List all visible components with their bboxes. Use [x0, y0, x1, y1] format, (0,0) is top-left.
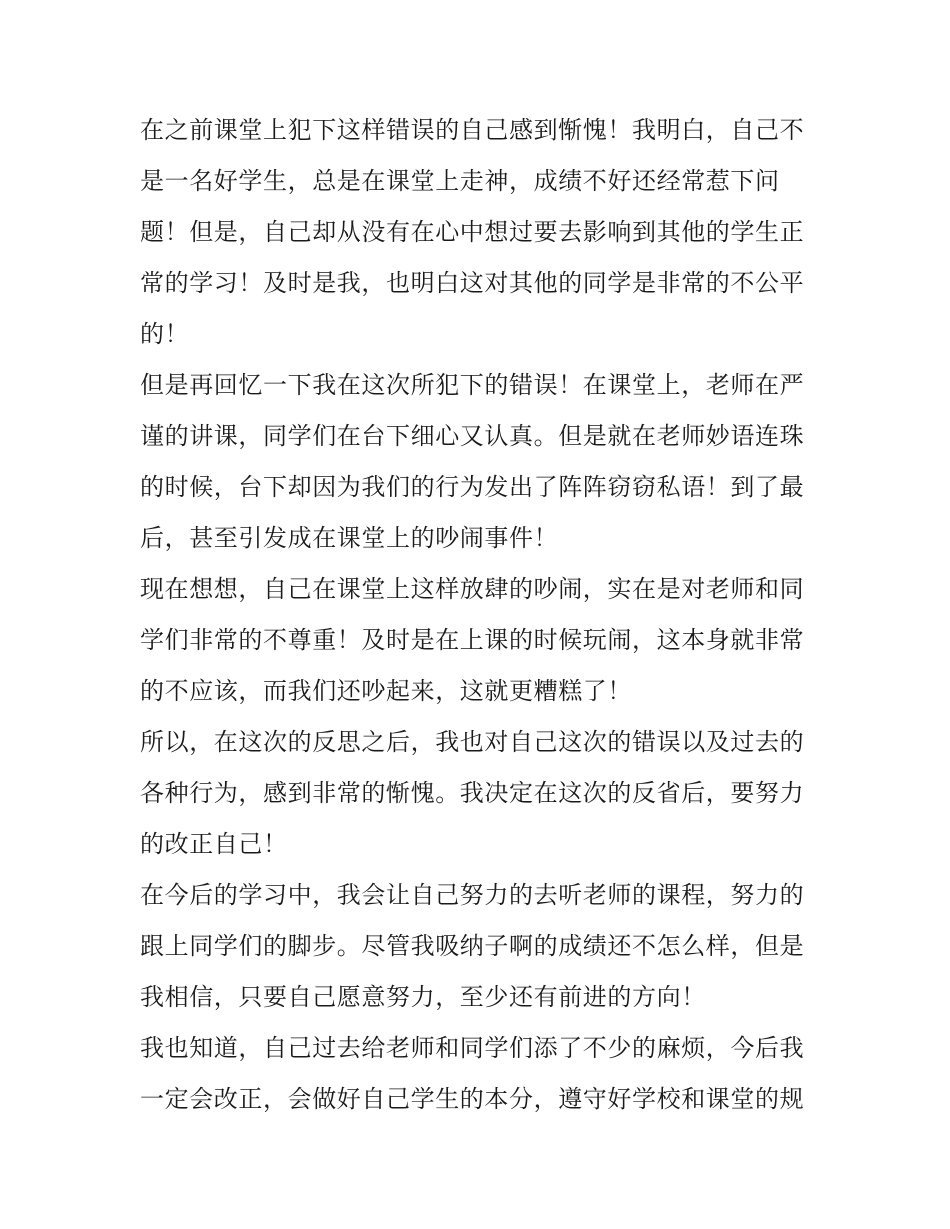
- text-line: 的！: [140, 320, 190, 348]
- text-line: 各种行为，感到非常的惭愧。我决定在这次的反省后，要努力: [140, 779, 805, 807]
- paragraph: [140, 717, 816, 870]
- text-line: 所以，在这次的反思之后，我也对自己这次的错误以及过去的: [140, 728, 805, 756]
- text-line: 后，甚至引发成在课堂上的吵闹事件！: [140, 524, 559, 552]
- paragraph: [140, 870, 816, 1023]
- text-line: 常的学习！及时是我，也明白这对其他的同学是非常的不公平: [140, 269, 805, 297]
- text-line: 在今后的学习中，我会让自己努力的去听老师的课程，努力的: [140, 881, 805, 909]
- text-line: 我也知道，自己过去给老师和同学们添了不少的麻烦，今后我: [140, 1034, 805, 1062]
- text-line: 在之前课堂上犯下这样错误的自己感到惭愧！我明白，自己不: [140, 116, 805, 144]
- text-line: 是一名好学生，总是在课堂上走神，成绩不好还经常惹下问: [140, 167, 780, 195]
- text-line: 谨的讲课，同学们在台下细心又认真。但是就在老师妙语连珠: [140, 422, 805, 450]
- text-line: 现在想想，自己在课堂上这样放肆的吵闹，实在是对老师和同: [140, 575, 805, 603]
- text-line: 题！但是，自己却从没有在心中想过要去影响到其他的学生正: [140, 218, 805, 246]
- text-line: 学们非常的不尊重！及时是在上课的时候玩闹，这本身就非常: [140, 626, 805, 654]
- paragraph: [140, 1023, 816, 1125]
- text-line: 跟上同学们的脚步。尽管我吸纳子啊的成绩还不怎么样，但是: [140, 932, 805, 960]
- document-body: [140, 105, 816, 1125]
- text-line: 的不应该，而我们还吵起来，这就更糟糕了！: [140, 677, 632, 705]
- text-line: 的改正自己！: [140, 830, 288, 858]
- paragraph: [140, 564, 816, 717]
- text-line: 一定会改正，会做好自己学生的本分，遵守好学校和课堂的规: [140, 1085, 805, 1113]
- paragraph: [140, 360, 816, 564]
- text-line: 我相信，只要自己愿意努力，至少还有前进的方向！: [140, 983, 706, 1011]
- text-line: 的时候，台下却因为我们的行为发出了阵阵窃窃私语！到了最: [140, 473, 805, 501]
- paragraph: [140, 105, 816, 360]
- text-line: 但是再回忆一下我在这次所犯下的错误！在课堂上，老师在严: [140, 371, 805, 399]
